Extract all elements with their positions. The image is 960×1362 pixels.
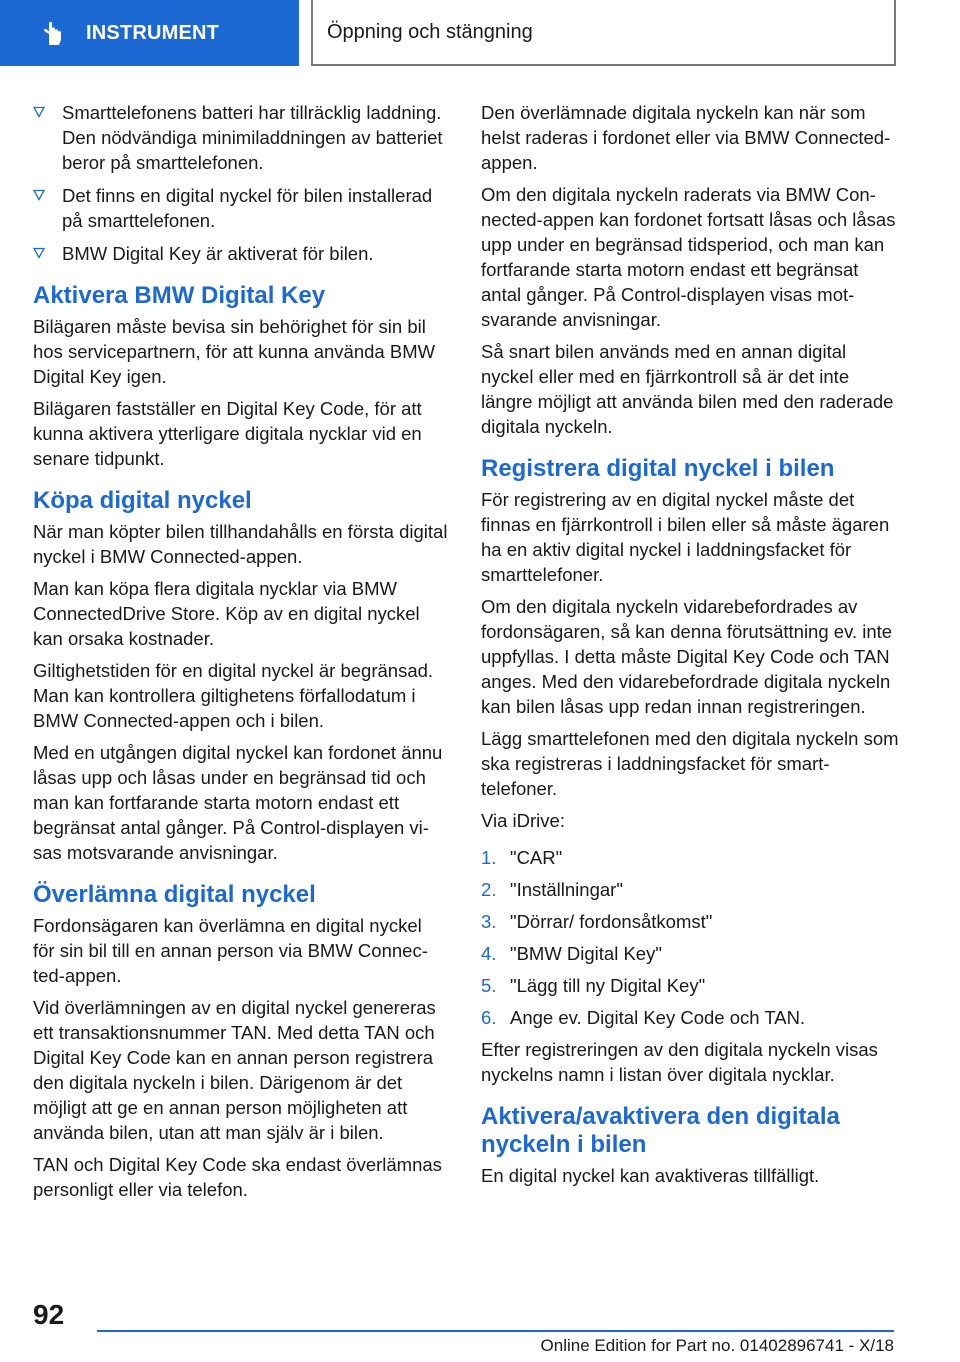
step-number: 1. [481,847,497,868]
list-item [481,1005,899,1030]
paragraph: Vid överlämningen av en digital nyckel genereras ett transaktionsnummer TAN. Med detta TAN och Digital Key Code kan en annan person registrera den digitala nyckeln i bilen. Därigenom är det möjligt att ge en annan person möjligheten att använda bilen, utan att man själv är i bilen. [33,997,436,1143]
triangle-bullet-icon [33,247,45,259]
list-item-text: Det finns en digital nyckel för bilen installerad på smarttelefonen. [62,185,433,231]
section-heading: Överlämna digital nyckel [33,881,316,908]
step-text: "CAR" [510,847,563,868]
list-item [33,241,448,266]
list-item [33,100,448,175]
step-number: 5. [481,975,497,996]
paragraph: Med en utgången digital nyckel kan fordonet ännu låsas upp och låsas under en begränsad tid och man kan fortfarande starta motorn endast ett begränsat antal gånger. På Control-displayen visas motsvarande anvisningar. [33,742,443,863]
step-number: 6. [481,1007,497,1028]
hand-pointer-icon [40,19,68,47]
paragraph: Lägg smarttelefonen med den digitala nyckeln som ska registreras i laddningsfacket för smarttelefoner. [481,728,899,799]
paragraph: Fordonsägaren kan överlämna en digital nyckel för sin bil till en annan person via BMW Connected-appen. [33,915,428,986]
list-item-text: BMW Digital Key är aktiverat för bilen. [62,243,374,264]
paragraph: Bilägaren måste bevisa sin behörighet för sin bil hos servicepartnern, för att kunna använda BMW Digital Key igen. [33,316,436,387]
idrive-steps-list [481,845,899,1030]
paragraph: Om den digitala nyckeln raderats via BMW Connected-appen kan fordonet fortsatt låsas och låsas upp under en begränsad tidsperiod, och man kan fortfarande starta motorn endast ett begränsat antal gånger. På Control-displayen visas motsvarande anvisningar. [481,184,896,330]
triangle-bullet-icon [33,106,45,118]
step-text: "Lägg till ny Digital Key" [510,975,706,996]
section-heading: Registrera digital nyckel i bilen [481,455,835,482]
page-header [0,0,960,66]
step-number: 4. [481,943,497,964]
section-heading: Köpa digital nyckel [33,487,252,514]
paragraph: Giltighetstiden för en digital nyckel är begränsad. Man kan kontrollera giltighetens förfallodatum i BMW Connected-appen och i bilen. [33,660,434,731]
paragraph: Så snart bilen används med en annan digital nyckel eller med en fjärrkontroll så är det inte längre möjligt att använda bilen med den raderade digitala nyckeln. [481,341,894,437]
chapter-tab[interactable] [0,0,299,66]
list-item [481,877,899,902]
step-text: Ange ev. Digital Key Code och TAN. [510,1007,806,1028]
section-heading: Aktivera BMW Digital Key [33,282,326,309]
right-column [481,100,899,1195]
paragraph: En digital nyckel kan avaktiveras tillfälligt. [481,1165,820,1186]
chapter-title: INSTRUMENT [86,21,220,44]
list-item [481,973,899,998]
step-text: "Inställningar" [510,879,623,900]
requirements-list [33,100,448,266]
paragraph: Bilägaren fastställer en Digital Key Code, för att kunna aktivera ytterligare digitala nycklar vid en senare tidpunkt. [33,398,422,469]
paragraph: Om den digitala nyckeln vidarebefordrades av fordonsägaren, så kan denna förutsättning ev. inte uppfyllas. I detta måste Digital Key Code och TAN anges. Med den vidarebefordrade digitala nyckeln kan bilen låsas upp redan innan registreringen. [481,596,893,717]
step-number: 3. [481,911,497,932]
section-title-tab[interactable] [311,0,896,66]
footer-edition-text: Online Edition for Part no. 01402896741 - X/18 [540,1336,894,1355]
step-text: "BMW Digital Key" [510,943,662,964]
paragraph: Man kan köpa flera digitala nycklar via BMW ConnectedDrive Store. Köp av en digital nyckel kan orsaka kostnader. [33,578,420,649]
step-text: "Dörrar/ fordonsåtkomst" [510,911,713,932]
list-item [33,183,448,233]
list-item-text: Smarttelefonens batteri har tillräcklig laddning. Den nödvändiga minimiladdningen av batteriet beror på smarttelefonen. [62,102,443,173]
section-heading: Aktivera/avaktivera den digitala nyckeln i bilen [481,1103,840,1158]
footer-divider [97,1330,894,1332]
paragraph: Via iDrive: [481,810,565,831]
left-column [33,100,448,1209]
step-number: 2. [481,879,497,900]
page-number: 92 [33,1299,65,1330]
paragraph: För registrering av en digital nyckel måste det finnas en fjärrkontroll i bilen eller så måste ägaren ha en aktiv digital nyckel i laddningsfacket för smarttelefoner. [481,489,890,585]
paragraph: När man köpter bilen tillhandahålls en första digital nyckel i BMW Connected-appen. [33,521,448,567]
paragraph: TAN och Digital Key Code ska endast överlämnas personligt eller via telefon. [33,1154,442,1200]
paragraph: Efter registreringen av den digitala nyckeln visas nyckelns namn i listan över digitala nycklar. [481,1039,878,1085]
list-item [481,845,899,870]
list-item [481,909,899,934]
paragraph: Den överlämnade digitala nyckeln kan när som helst raderas i fordonet eller via BMW Connected-appen. [481,102,891,173]
list-item [481,941,899,966]
section-title: Öppning och stängning [327,20,533,43]
triangle-bullet-icon [33,189,45,201]
